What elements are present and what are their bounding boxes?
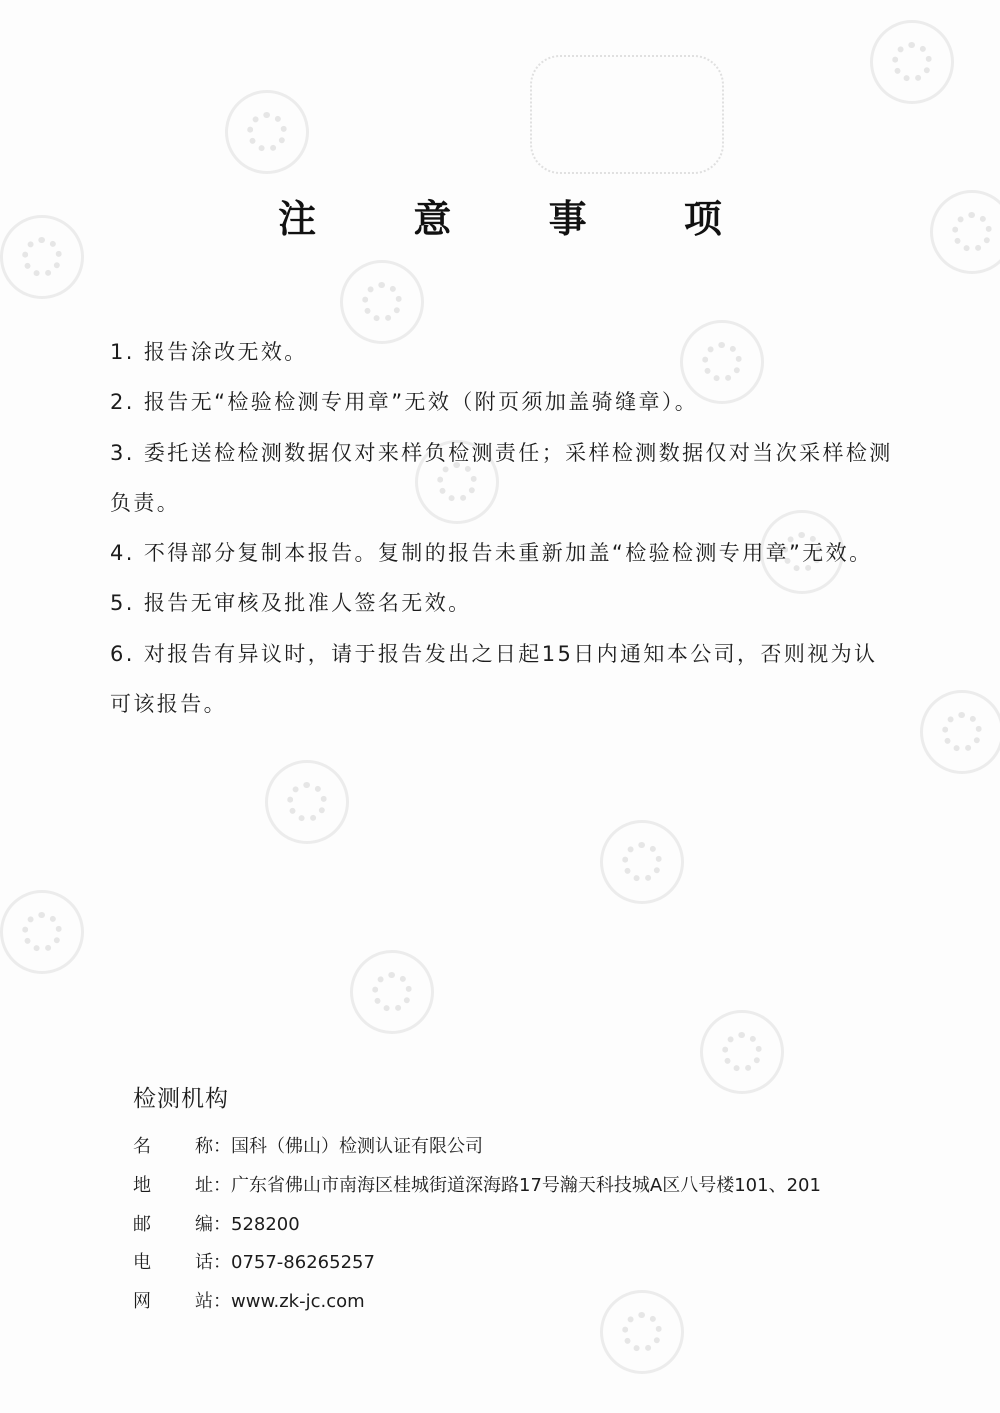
field-label: 电 <box>133 1252 151 1274</box>
faded-stamp <box>530 55 724 174</box>
notice-line: 3. 委托送检检测数据仅对来样负检测责任；采样检测数据仅对当次采样检测 <box>110 440 893 465</box>
notice-line: 5. 报告无审核及批准人签名无效。 <box>110 591 472 616</box>
field-label: 编： <box>195 1213 231 1235</box>
field-label: 话： <box>195 1252 231 1274</box>
website-link[interactable]: www.zk-jc.com <box>231 1291 365 1313</box>
org-phone-row <box>133 1251 821 1290</box>
field-label: 址： <box>195 1174 231 1196</box>
notice-line: 负责。 <box>110 490 181 515</box>
notice-line: 1. 报告涂改无效。 <box>110 340 308 364</box>
org-heading: 检测机构 <box>133 1086 229 1112</box>
notice-list <box>110 336 893 738</box>
notice-item <box>110 587 893 637</box>
watermark-seal <box>920 690 1000 774</box>
notice-line: 4. 不得部分复制本报告。复制的报告未重新加盖“检验检测专用章”无效。 <box>110 541 873 566</box>
watermark-seal <box>600 820 684 904</box>
field-value: 广东省佛山市南海区桂城街道深海路17号瀚天科技城A区八号楼101、201 <box>231 1174 821 1196</box>
field-value: 国科（佛山）检测认证有限公司 <box>231 1136 483 1157</box>
watermark-seal <box>340 260 424 344</box>
notice-line: 2. 报告无“检验检测专用章”无效（附页须加盖骑缝章）。 <box>110 390 699 415</box>
watermark-seal <box>265 760 349 844</box>
field-label: 名 <box>133 1136 151 1157</box>
field-label: 站： <box>195 1291 231 1313</box>
watermark-seal <box>350 950 434 1034</box>
notice-item <box>110 336 893 386</box>
notice-line: 可该报告。 <box>110 692 227 717</box>
notice-item <box>110 537 893 587</box>
field-value: 528200 <box>231 1213 300 1235</box>
watermark-seal <box>0 890 84 974</box>
notice-item <box>110 638 893 739</box>
watermark-seal <box>225 90 309 174</box>
testing-organization <box>133 1080 821 1329</box>
field-label: 称： <box>195 1136 231 1157</box>
field-label: 邮 <box>133 1213 151 1235</box>
field-value: 0757-86265257 <box>231 1252 375 1274</box>
page-title: 注 意 事 项 <box>278 197 764 241</box>
org-address-row <box>133 1174 821 1213</box>
field-label: 网 <box>133 1291 151 1313</box>
field-label: 地 <box>133 1174 151 1196</box>
org-postcode-row <box>133 1213 821 1252</box>
notice-item <box>110 386 893 436</box>
org-website-row <box>133 1290 821 1329</box>
watermark-seal <box>870 20 954 104</box>
org-name-row <box>133 1135 821 1174</box>
notice-line: 6. 对报告有异议时，请于报告发出之日起15日内通知本公司，否则视为认 <box>110 641 878 666</box>
notice-item <box>110 437 893 538</box>
